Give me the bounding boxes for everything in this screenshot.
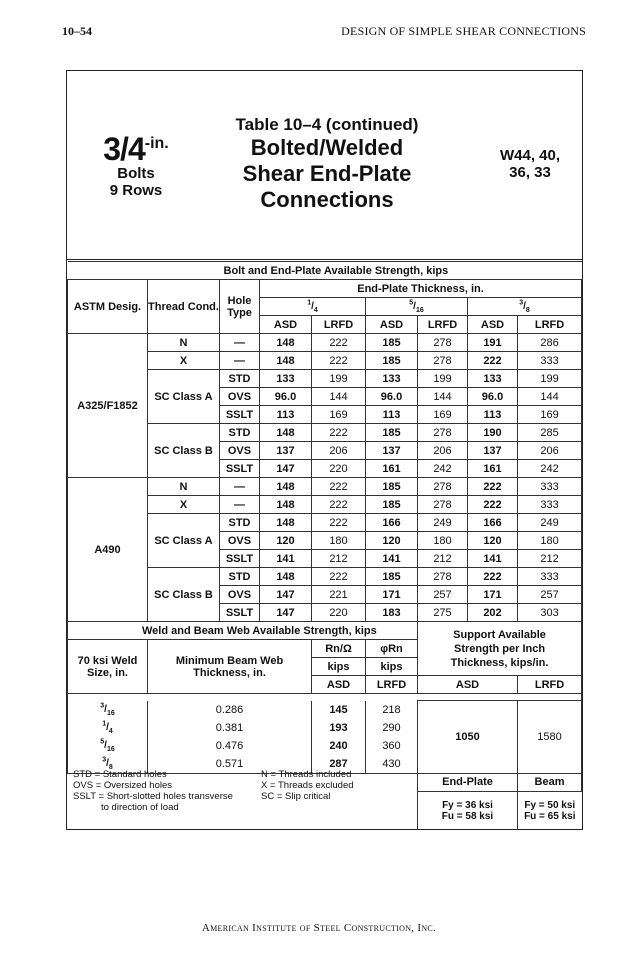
- thread-condition: X: [148, 352, 220, 370]
- thickness-0: $^1/_4$: [260, 298, 366, 316]
- strength-value: 144: [518, 388, 582, 406]
- thickness-1: $^5/_{16}$: [366, 298, 468, 316]
- strength-value: 220: [312, 604, 366, 622]
- strength-value: 147: [260, 604, 312, 622]
- beam-shapes: W44, 40, 36, 33: [499, 147, 561, 181]
- strength-value: 222: [468, 496, 518, 514]
- strength-value: 185: [366, 568, 418, 586]
- page-number: 10–54: [62, 24, 92, 38]
- col-astm: ASTM Desig.: [68, 280, 148, 334]
- table-row: [68, 478, 582, 496]
- hole-type: OVS: [220, 388, 260, 406]
- strength-value: 148: [260, 334, 312, 352]
- hole-type: SSLT: [220, 460, 260, 478]
- notes-left: STD = Standard holes OVS = Oversized holes SSLT = Short-slotted holes transverse to direction of load: [73, 769, 233, 813]
- strength-value: 183: [366, 604, 418, 622]
- strength-value: 148: [260, 568, 312, 586]
- weld-asd: 193: [312, 719, 366, 737]
- thread-condition: SC Class A: [148, 370, 220, 424]
- col-thread: Thread Cond.: [148, 280, 220, 334]
- strength-value: 171: [366, 586, 418, 604]
- min-web-thickness: 0.476: [148, 737, 312, 755]
- kips-header: kips: [366, 658, 418, 676]
- strength-value: 148: [260, 514, 312, 532]
- hole-type: —: [220, 334, 260, 352]
- strength-value: 185: [366, 334, 418, 352]
- strength-value: 141: [468, 550, 518, 568]
- strength-value: 141: [260, 550, 312, 568]
- strength-value: 180: [418, 532, 468, 550]
- strength-value: 333: [518, 568, 582, 586]
- strength-value: 222: [468, 478, 518, 496]
- support-title: Support Available Strength per Inch Thickness, kips/in.: [418, 622, 582, 676]
- table-number: Table 10–4 (continued): [235, 115, 419, 134]
- strength-value: 180: [518, 532, 582, 550]
- support-lrfd: 1580: [518, 701, 582, 774]
- phi-rn-header: φRn: [366, 640, 418, 658]
- strength-value: 199: [518, 370, 582, 388]
- strength-value: 202: [468, 604, 518, 622]
- astm-designation: A490: [68, 478, 148, 622]
- strength-value: 144: [418, 388, 468, 406]
- weld-lrfd: 360: [366, 737, 418, 755]
- page-footer: American Institute of Steel Construction, Inc.: [201, 922, 437, 934]
- hole-type: OVS: [220, 442, 260, 460]
- strength-value: 191: [468, 334, 518, 352]
- strength-value: 133: [366, 370, 418, 388]
- strength-value: 133: [260, 370, 312, 388]
- hole-type: STD: [220, 370, 260, 388]
- strength-value: 141: [366, 550, 418, 568]
- end-plate-props: Fy = 36 ksi Fu = 58 ksi: [418, 791, 518, 830]
- strength-value: 212: [312, 550, 366, 568]
- weld-lrfd: 430: [366, 755, 418, 774]
- bolt-size: $3/4^{-in.}$: [103, 131, 169, 167]
- strength-value: 278: [418, 424, 468, 442]
- strength-value: 148: [260, 478, 312, 496]
- lrfd-header: LRFD: [312, 316, 366, 334]
- weld-section-title: Weld and Beam Web Available Strength, kips: [68, 622, 418, 640]
- strength-value: 222: [312, 478, 366, 496]
- hole-type: SSLT: [220, 604, 260, 622]
- strength-value: 161: [468, 460, 518, 478]
- strength-value: 242: [518, 460, 582, 478]
- support-lrfd-header: LRFD: [518, 676, 582, 694]
- thread-condition: N: [148, 478, 220, 496]
- strength-value: 286: [518, 334, 582, 352]
- strength-value: 212: [418, 550, 468, 568]
- lrfd-header: LRFD: [518, 316, 582, 334]
- hole-type: —: [220, 352, 260, 370]
- lrfd-header: LRFD: [418, 316, 468, 334]
- strength-value: 169: [312, 406, 366, 424]
- strength-value: 249: [518, 514, 582, 532]
- strength-value: 120: [366, 532, 418, 550]
- strength-value: 222: [312, 568, 366, 586]
- min-web-thickness: 0.571: [148, 755, 312, 774]
- strength-table: [67, 261, 582, 830]
- strength-value: 222: [468, 568, 518, 586]
- col-weld-size: 70 ksi Weld Size, in.: [68, 640, 148, 694]
- hole-type: —: [220, 496, 260, 514]
- strength-value: 185: [366, 424, 418, 442]
- bolt-rows-label: Bolts 9 Rows: [109, 165, 163, 199]
- asd-header: ASD: [366, 316, 418, 334]
- strength-value: 333: [518, 352, 582, 370]
- strength-value: 147: [260, 586, 312, 604]
- strength-value: 206: [418, 442, 468, 460]
- strength-value: 199: [312, 370, 366, 388]
- strength-value: 137: [468, 442, 518, 460]
- weld-lrfd-header: LRFD: [366, 676, 418, 694]
- strength-value: 113: [260, 406, 312, 424]
- strength-value: 278: [418, 478, 468, 496]
- strength-value: 133: [468, 370, 518, 388]
- hole-type: —: [220, 478, 260, 496]
- strength-value: 221: [312, 586, 366, 604]
- running-head: DESIGN OF SIMPLE SHEAR CONNECTIONS: [341, 24, 586, 38]
- kips-header: kips: [312, 658, 366, 676]
- strength-value: 113: [468, 406, 518, 424]
- strength-value: 113: [366, 406, 418, 424]
- weld-size: $^5/_{16}$: [68, 737, 148, 755]
- strength-value: 242: [418, 460, 468, 478]
- hole-type: OVS: [220, 532, 260, 550]
- hole-type: STD: [220, 514, 260, 532]
- weld-size: $^3/_{16}$: [68, 701, 148, 719]
- divider: [67, 259, 582, 260]
- strength-value: 212: [518, 550, 582, 568]
- strength-value: 285: [518, 424, 582, 442]
- strength-value: 120: [468, 532, 518, 550]
- beam-label: Beam: [518, 773, 582, 791]
- thread-condition: SC Class A: [148, 514, 220, 568]
- strength-value: 222: [312, 424, 366, 442]
- strength-value: 206: [312, 442, 366, 460]
- weld-asd-header: ASD: [312, 676, 366, 694]
- hole-type: STD: [220, 424, 260, 442]
- strength-value: 333: [518, 496, 582, 514]
- beam-props: Fy = 50 ksi Fu = 65 ksi: [518, 791, 582, 830]
- strength-value: 185: [366, 478, 418, 496]
- min-web-thickness: 0.286: [148, 701, 312, 719]
- strength-value: 166: [468, 514, 518, 532]
- strength-value: 148: [260, 496, 312, 514]
- strength-value: 199: [418, 370, 468, 388]
- strength-value: 137: [366, 442, 418, 460]
- strength-value: 120: [260, 532, 312, 550]
- strength-value: 180: [312, 532, 366, 550]
- strength-value: 169: [418, 406, 468, 424]
- thickness-header: End-Plate Thickness, in.: [260, 280, 582, 298]
- strength-value: 190: [468, 424, 518, 442]
- strength-value: 148: [260, 424, 312, 442]
- strength-value: 137: [260, 442, 312, 460]
- strength-value: 171: [468, 586, 518, 604]
- strength-value: 222: [312, 334, 366, 352]
- strength-value: 185: [366, 352, 418, 370]
- support-asd: 1050: [418, 701, 518, 774]
- strength-value: 166: [366, 514, 418, 532]
- weld-asd: 145: [312, 701, 366, 719]
- strength-value: 220: [312, 460, 366, 478]
- strength-value: 278: [418, 496, 468, 514]
- weld-size: $^1/_4$: [68, 719, 148, 737]
- table-row: [68, 701, 582, 719]
- strength-value: 147: [260, 460, 312, 478]
- support-asd-header: ASD: [418, 676, 518, 694]
- strength-value: 96.0: [260, 388, 312, 406]
- thread-condition: X: [148, 496, 220, 514]
- strength-value: 169: [518, 406, 582, 424]
- col-min-web: Minimum Beam Web Thickness, in.: [148, 640, 312, 694]
- strength-value: 222: [312, 514, 366, 532]
- strength-value: 275: [418, 604, 468, 622]
- thickness-2: $^3/_8$: [468, 298, 582, 316]
- thread-condition: SC Class B: [148, 568, 220, 622]
- col-hole: Hole Type: [220, 280, 260, 334]
- strength-value: 257: [518, 586, 582, 604]
- strength-value: 144: [312, 388, 366, 406]
- strength-value: 222: [312, 352, 366, 370]
- strength-value: 222: [468, 352, 518, 370]
- table-frame: [66, 70, 583, 830]
- weld-asd: 240: [312, 737, 366, 755]
- weld-lrfd: 218: [366, 701, 418, 719]
- asd-header: ASD: [468, 316, 518, 334]
- strength-value: 303: [518, 604, 582, 622]
- strength-value: 249: [418, 514, 468, 532]
- notes-middle: N = Threads included X = Threads excluded SC = Slip critical: [261, 769, 354, 802]
- strength-value: 161: [366, 460, 418, 478]
- strength-value: 278: [418, 352, 468, 370]
- strength-value: 333: [518, 478, 582, 496]
- table-title: Bolted/Welded Shear End-Plate Connections: [242, 135, 412, 212]
- bolt-section-title: Bolt and End-Plate Available Strength, kips: [68, 262, 582, 280]
- weld-lrfd: 290: [366, 719, 418, 737]
- weld-size: $^3/_8$: [68, 755, 148, 774]
- weld-asd: 287: [312, 755, 366, 774]
- thread-condition: SC Class B: [148, 424, 220, 478]
- strength-value: 96.0: [366, 388, 418, 406]
- hole-type: SSLT: [220, 550, 260, 568]
- strength-value: 257: [418, 586, 468, 604]
- end-plate-label: End-Plate: [418, 773, 518, 791]
- strength-value: 148: [260, 352, 312, 370]
- astm-designation: A325/F1852: [68, 334, 148, 478]
- hole-type: STD: [220, 568, 260, 586]
- strength-value: 185: [366, 496, 418, 514]
- strength-value: 206: [518, 442, 582, 460]
- strength-value: 96.0: [468, 388, 518, 406]
- hole-type: SSLT: [220, 406, 260, 424]
- strength-value: 278: [418, 334, 468, 352]
- strength-value: 222: [312, 496, 366, 514]
- asd-header: ASD: [260, 316, 312, 334]
- hole-type: OVS: [220, 586, 260, 604]
- table-row: [68, 334, 582, 352]
- min-web-thickness: 0.381: [148, 719, 312, 737]
- rn-omega-header: Rn/Ω: [312, 640, 366, 658]
- strength-value: 278: [418, 568, 468, 586]
- thread-condition: N: [148, 334, 220, 352]
